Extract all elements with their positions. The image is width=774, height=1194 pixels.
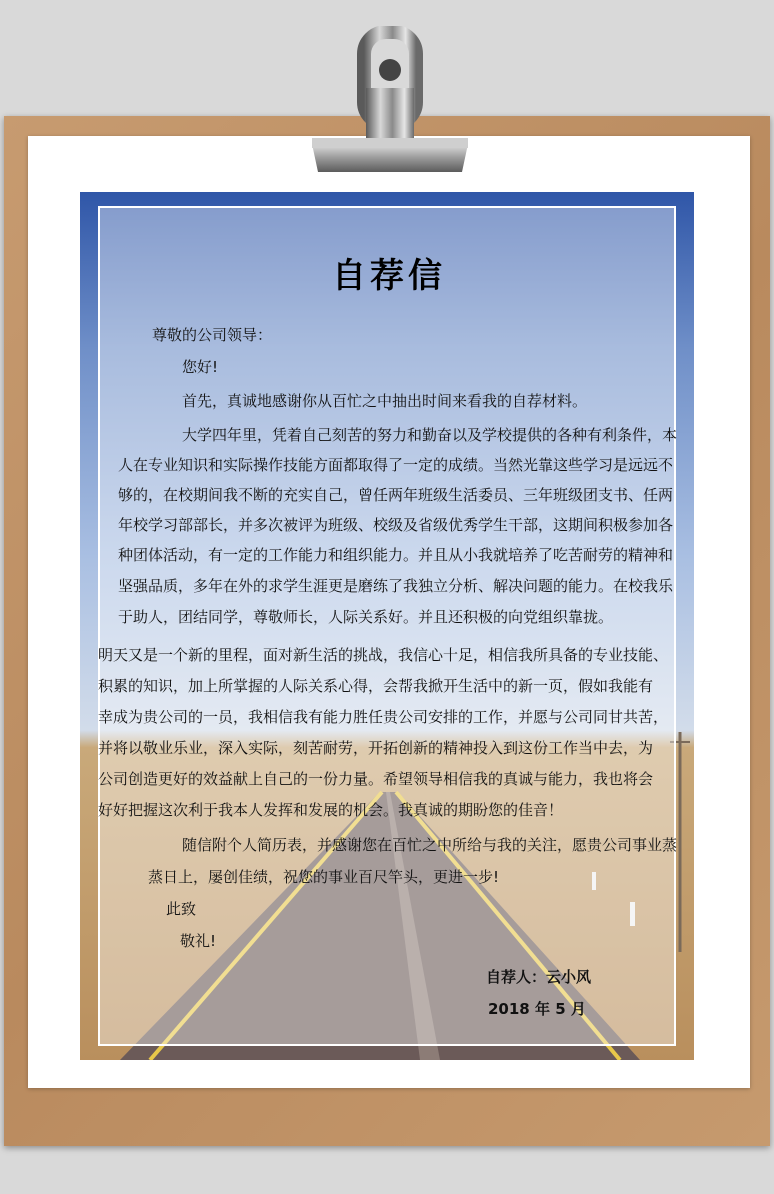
letter-title: 自荐信 <box>332 256 446 296</box>
paragraph-line: 够的，在校期间我不断的充实自己，曾任两年班级生活委员、三年班级团支书、任两 <box>118 486 674 504</box>
paragraph-line: 蒸日上，屡创佳绩，祝您的事业百尺竿头，更进一步! <box>148 868 500 886</box>
binder-clip-icon <box>306 26 474 176</box>
paragraph-line: 年校学习部部长，并多次被评为班级、校级及省级优秀学生干部，这期间积极参加各 <box>118 516 674 534</box>
paragraph-line: 好好把握这次利于我本人发挥和发展的机会。我真诚的期盼您的佳音！ <box>98 801 564 819</box>
paragraph-line: 明天又是一个新的里程，面对新生活的挑战，我信心十足，相信我所具备的专业技能、 <box>98 646 669 664</box>
paragraph-line: 幸成为贵公司的一员，我相信我有能力胜任贵公司安排的工作，并愿与公司同甘共苦， <box>98 708 669 726</box>
paragraph-line: 首先，真诚地感谢你从百忙之中抽出时间来看我的自荐材料。 <box>182 392 588 410</box>
letter-frame <box>98 206 676 1046</box>
signer: 自荐人：云小风 <box>486 968 592 986</box>
paragraph-line: 公司创造更好的效益献上自己的一份力量。希望领导相信我的真诚与能力，我也将会 <box>98 770 654 788</box>
paragraph-line: 积累的知识，加上所掌握的人际关系心得，会帮我掀开生活中的新一页，假如我能有 <box>98 677 654 695</box>
closing-line-2: 敬礼! <box>180 932 217 950</box>
paragraph-line: 于助人，团结同学，尊敬师长，人际关系好。并且还积极的向党组织靠拢。 <box>118 608 614 626</box>
paragraph-line: 随信附个人简历表，并感谢您在百忙之中所给与我的关注，愿贵公司事业蒸 <box>182 836 678 854</box>
background-photo <box>80 192 694 1060</box>
letter-body <box>100 208 678 1048</box>
paragraph-line: 人在专业知识和实际操作技能方面都取得了一定的成绩。当然光靠这些学习是远远不 <box>118 456 674 474</box>
letter-date: 2018 年 5 月 <box>488 1000 586 1018</box>
greeting: 您好! <box>182 358 219 376</box>
salutation: 尊敬的公司领导： <box>152 326 273 344</box>
paragraph-line: 坚强品质，多年在外的求学生涯更是磨练了我独立分析、解决问题的能力。在校我乐 <box>118 577 674 595</box>
paragraph-line: 并将以敬业乐业，深入实际，刻苦耐劳，开拓创新的精神投入到这份工作当中去，为 <box>98 739 654 757</box>
paragraph-line: 大学四年里，凭着自己刻苦的努力和勤奋以及学校提供的各种有利条件，本 <box>182 426 678 444</box>
paragraph-line: 种团体活动，有一定的工作能力和组织能力。并且从小我就培养了吃苦耐劳的精神和 <box>118 546 674 564</box>
closing-line-1: 此致 <box>166 900 197 918</box>
